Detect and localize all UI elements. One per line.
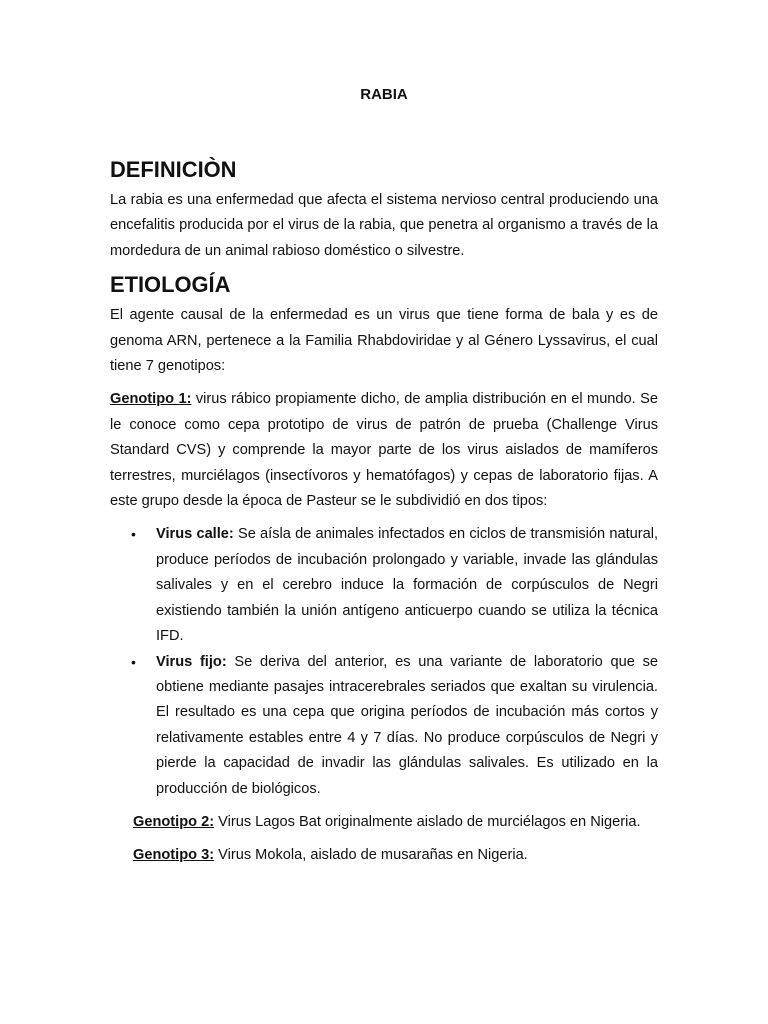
bullet-marker: • <box>131 653 136 670</box>
paragraph-etiologia: El agente causal de la enfermedad es un virus que tiene forma de bala y es de genoma ARN, pertenece a la Familia Rhabdoviridae y al Género Lyssavirus, el cual tiene 7 genotipos: <box>110 307 658 375</box>
paragraph-genotipo-2 <box>133 810 658 835</box>
paragraph-genotipo-1 <box>110 387 658 514</box>
document-body <box>110 157 658 869</box>
genotipo-2-text: Virus Lagos Bat originalmente aislado de murciélagos en Nigeria. <box>214 813 641 830</box>
section-heading-etiologia: ETIOLOGÍA <box>110 272 231 298</box>
genotipo-2-label: Genotipo 2: <box>133 813 215 830</box>
bullet-term: Virus calle: <box>156 526 234 543</box>
page-title: RABIA <box>360 86 408 103</box>
bullet-marker: • <box>131 526 136 543</box>
genotipo-3-label: Genotipo 3: <box>133 847 215 864</box>
virus-type-list <box>110 522 658 801</box>
paragraph-genotipo-3 <box>133 843 658 868</box>
list-item-virus-calle <box>110 522 658 649</box>
list-item-virus-fijo <box>110 650 658 802</box>
genotipo-3-text: Virus Mokola, aislado de musarañas en Nigeria. <box>214 847 528 864</box>
genotipo-1-text: virus rábico propiamente dicho, de amplia distribución en el mundo. Se le conoce como cepa prototipo de virus de patrón de prueba (Challenge Virus Standard CVS) y comprende la mayor parte de los virus aislados de mamíferos terrestres, murciélagos (insectívoros y hematófagos) y cepas de laboratorio fijas. A este grupo desde la época de Pasteur se le subdividió en dos tipos: <box>110 391 658 510</box>
bullet-text: Se aísla de animales infectados en ciclos de transmisión natural, produce períodos de incubación prolongado y variable, invade las glándulas salivales y en el cerebro induce la formación de corpúsculos de Negri existiendo también la unión antígeno anticuerpo cuando se utiliza la técnica IFD. <box>156 526 659 645</box>
genotipo-1-label: Genotipo 1: <box>110 391 192 408</box>
bullet-term: Virus fijo: <box>156 653 227 670</box>
bullet-text: Se deriva del anterior, es una variante de laboratorio que se obtiene mediante pasajes intracerebrales seriados que exaltan su virulencia. El resultado es una cepa que origina períodos de incubación más cortos y relativamente estables entre 4 y 7 días. No produce corpúsculos de Negri y pierde la capacidad de invadir las glándulas salivales. Es utilizado en la producción de biológicos. <box>156 653 658 797</box>
section-heading-definicion: DEFINICIÒN <box>110 157 237 182</box>
paragraph-definicion: La rabia es una enfermedad que afecta el sistema nervioso central produciendo una encefalitis producida por el virus de la rabia, que penetra al organismo a través de la mordedura de un animal rabioso doméstico o silvestre. <box>110 192 658 259</box>
